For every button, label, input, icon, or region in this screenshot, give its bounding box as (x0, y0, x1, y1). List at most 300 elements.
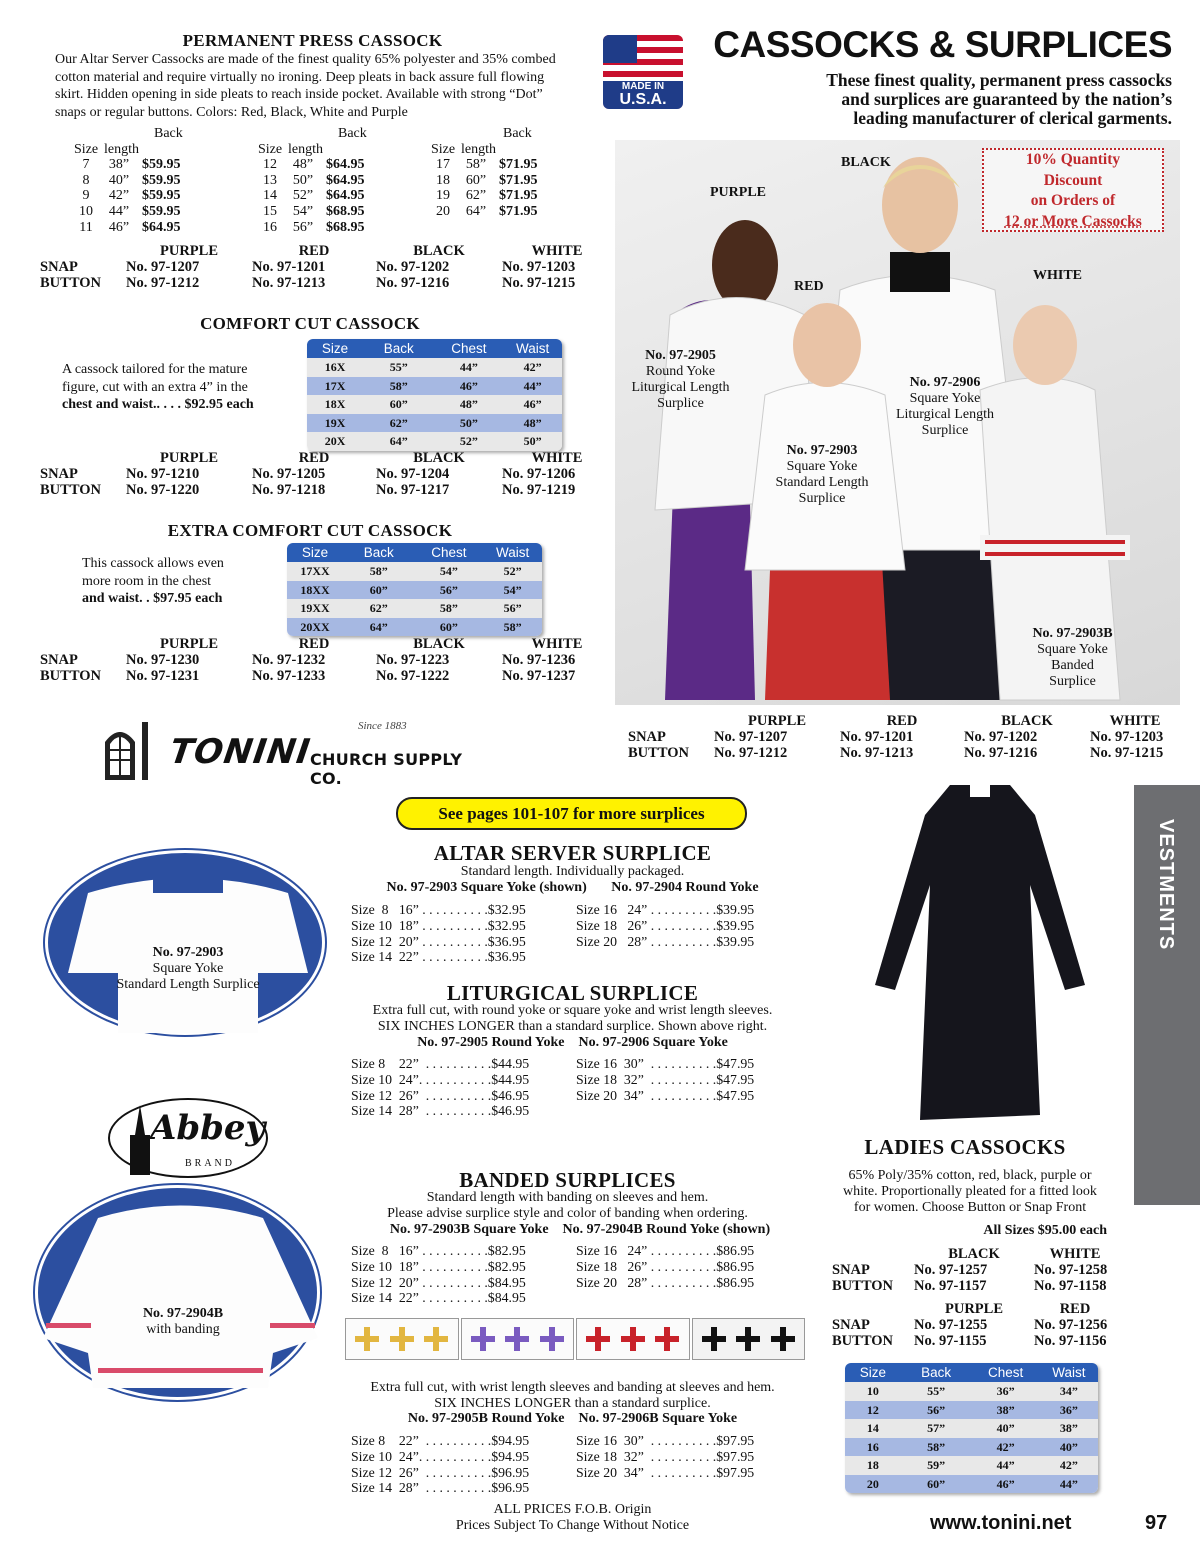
table-row (845, 1382, 1098, 1401)
price-line: Size 18 32” . . . . . . . . . .$97.95 (576, 1448, 755, 1464)
model-line: Surplice (921, 423, 969, 438)
button-code: No. 97-1231 (126, 668, 200, 684)
altar-photo-label (103, 945, 273, 993)
page-title: CASSOCKS & SURPLICES (713, 24, 1172, 65)
color-header: BLACK (1001, 713, 1053, 729)
desc-line: more room in the chest (82, 573, 212, 589)
label-white: WHITE (1033, 268, 1083, 283)
table-cell: 44” (1059, 1476, 1078, 1491)
table-cell: 17X (324, 378, 346, 393)
table-cell: 19X (324, 415, 346, 430)
snap-code: No. 97-1207 (126, 259, 200, 275)
label-2903b (1020, 626, 1125, 690)
table-cell: 12 (866, 1402, 879, 1417)
table-cell: 50” (459, 415, 478, 430)
button-label: BUTTON (40, 275, 101, 291)
length-value: 42” (108, 188, 130, 204)
see-pages-banner[interactable]: See pages 101-107 for more surplices (396, 797, 747, 830)
snap-code: No. 97-1206 (502, 466, 576, 482)
cross-pattern-icon (388, 1325, 416, 1353)
banding-swatch[interactable] (692, 1318, 806, 1360)
permanent-press-desc: Our Altar Server Cassocks are made of the finest quality 65% polyester and 35% combed cotton material and require virtually no ironing. Deep pleats in back assure full flowing skirt. Hidden opening in side pleats to reach inside pocket. Available with strong “Dot” snaps or regular buttons. Colors: Red, Black, White and Purple (55, 52, 556, 120)
price-line: Size 14 22” . . . . . . . . . .$36.95 (351, 949, 526, 965)
sub-line: SIX INCHES LONGER than a standard surplice. (434, 1396, 711, 1411)
pp-order-codes (40, 243, 612, 291)
price-line: Size 18 32” . . . . . . . . . .$47.95 (576, 1071, 755, 1087)
table-cell: 44” (459, 360, 478, 374)
table-cell: 58” (439, 601, 458, 615)
liturgical-sub (350, 1003, 795, 1035)
price-line: Size 12 26” . . . . . . . . . .$46.95 (351, 1087, 530, 1103)
color-header: WHITE (531, 450, 583, 466)
price-value: $71.95 (499, 188, 538, 204)
button-code: No. 97-1155 (914, 1333, 987, 1349)
size-label: Size (257, 141, 283, 157)
discount-badge (982, 148, 1164, 232)
price-line: Size 18 26” . . . . . . . . . .$39.95 (576, 917, 755, 933)
extra-comfort-desc (82, 555, 292, 608)
price-line: Size 14 22” . . . . . . . . . .$84.95 (351, 1290, 526, 1306)
button-code: No. 97-1215 (502, 275, 576, 291)
color-header: BLACK (413, 243, 465, 259)
table-cell: 18 (866, 1458, 879, 1472)
snap-code: No. 97-1256 (1034, 1317, 1108, 1333)
table-cell: 56” (927, 1402, 946, 1417)
sub-line: Extra full cut, with round yoke or square yoke and wrist length sleeves. (372, 1003, 773, 1018)
table-row (287, 581, 542, 600)
button-code: No. 97-1212 (126, 275, 200, 291)
altar-server-sub: Standard length. Individually packaged. (460, 864, 685, 879)
color-header: BLACK (413, 636, 465, 652)
table-cell: 20XX (300, 619, 330, 634)
price-line: Size 8 22” . . . . . . . . . .$94.95 (351, 1433, 530, 1448)
table-cell: 42” (996, 1439, 1015, 1454)
button-label: BUTTON (40, 668, 101, 684)
price-value: $64.95 (326, 172, 365, 188)
price-line: Size 16 24” . . . . . . . . . .$39.95 (576, 902, 755, 917)
table-cell: 46” (996, 1476, 1015, 1491)
button-label: BUTTON (40, 482, 101, 498)
color-header: RED (298, 636, 330, 652)
banded-prices (351, 1243, 801, 1306)
ec-order-codes (40, 636, 612, 684)
length-value: 54” (292, 203, 314, 219)
spacer (551, 188, 559, 204)
price-value: $64.95 (326, 157, 365, 173)
snap-code: No. 97-1255 (914, 1317, 988, 1333)
length-value: 64” (465, 203, 487, 219)
table-cell: 55” (927, 1384, 946, 1398)
color-header: PURPLE (748, 713, 806, 729)
size-value: 15 (263, 203, 277, 219)
button-code: No. 97-1218 (252, 482, 326, 498)
altar-server-photo (45, 850, 325, 1035)
length-value: 60” (465, 172, 487, 188)
model-line: Surplice (657, 396, 704, 411)
table-cell: 58” (369, 564, 388, 578)
label-2905 (623, 348, 738, 412)
table-cell: 14 (866, 1421, 879, 1435)
desc-line: for women. Choose Button or Snap Front (853, 1200, 1087, 1215)
price-line: Size 16 30” . . . . . . . . . .$97.95 (576, 1433, 755, 1448)
column-header: Back (921, 1365, 952, 1380)
fob-note: ALL PRICES F.O.B. Origin (493, 1502, 652, 1517)
snap-label: SNAP (832, 1317, 870, 1333)
model-line: Surplice (1049, 674, 1096, 689)
ladies-cassock-photo (830, 775, 1130, 1130)
table-cell: 50” (523, 434, 542, 448)
snap-code: No. 97-1207 (714, 729, 788, 745)
price-line: Size 8 22” . . . . . . . . . .$44.95 (351, 1056, 530, 1071)
table-row (287, 599, 542, 618)
back-label: Back (338, 126, 367, 141)
banded-sub2 (345, 1380, 800, 1412)
table-cell: 46” (523, 397, 542, 411)
corner-spacer (40, 450, 126, 466)
cc-order-codes (40, 450, 612, 498)
button-code: No. 97-1222 (376, 668, 450, 684)
snap-code: No. 97-1203 (1090, 729, 1164, 745)
table-row (307, 395, 562, 414)
snap-label: SNAP (40, 259, 78, 275)
table-cell: 54” (439, 564, 458, 578)
corner-spacer (832, 1301, 914, 1317)
model-number: No. 97-2903 (786, 443, 858, 458)
table-row (845, 1419, 1098, 1438)
price-line: Size 10 24”. . . . . . . . . . .$94.95 (351, 1448, 530, 1464)
permanent-press-title: PERMANENT PRESS CASSOCK (182, 31, 443, 50)
snap-code: No. 97-1204 (376, 466, 450, 482)
button-code: No. 97-1158 (1034, 1278, 1107, 1294)
model-line: Square Yoke (152, 961, 224, 976)
button-label: BUTTON (628, 745, 689, 761)
website-link[interactable]: www.tonini.net (930, 1512, 1072, 1534)
length-label: length (288, 141, 323, 157)
spacer (194, 220, 202, 236)
table-cell: 10 (866, 1384, 879, 1398)
model-number: No. 97-2903B (1032, 626, 1113, 641)
cross-pattern-icon (619, 1325, 647, 1353)
table-row (307, 432, 562, 451)
color-header: WHITE (531, 636, 583, 652)
price-value: $71.95 (499, 172, 538, 188)
vestments-side-tab[interactable] (1134, 785, 1200, 1205)
table-cell: 56” (503, 601, 522, 615)
table-cell: 42” (1059, 1458, 1078, 1472)
length-value: 62” (465, 188, 487, 204)
button-code: No. 97-1217 (376, 482, 450, 498)
table-row (845, 1401, 1098, 1420)
tonini-name: TONINI (167, 732, 314, 772)
column-header: Waist (1052, 1365, 1086, 1380)
spacer (551, 173, 559, 189)
made-in-label: MADE IN (621, 81, 665, 92)
length-value: 46” (108, 219, 130, 235)
extra-comfort-size-table (287, 543, 542, 636)
column-header: Size (301, 545, 329, 560)
subtitle-line: leading manufacturer of clerical garments. (853, 108, 1172, 128)
color-header: PURPLE (945, 1301, 1003, 1317)
cross-pattern-icon (353, 1325, 381, 1353)
table-cell: 48” (459, 397, 478, 411)
discount-line: Discount (1043, 171, 1103, 189)
color-header: RED (1059, 1301, 1091, 1317)
banded-models2: No. 97-2905B Round Yoke No. 97-2906B Square Yoke (407, 1411, 738, 1426)
pp-size-col-3 (425, 126, 559, 220)
price-line: Size 8 16” . . . . . . . . . .$82.95 (351, 1243, 526, 1258)
label-purple: PURPLE (710, 185, 766, 200)
model-line: Standard Length Surplice (116, 977, 260, 992)
table-cell: 64” (389, 434, 408, 448)
spacer (378, 220, 386, 236)
price-value: $71.95 (499, 203, 538, 219)
price-value: $59.95 (142, 203, 181, 219)
ladies-price: All Sizes $95.00 each (983, 1223, 1107, 1238)
footer-notes (400, 1502, 745, 1534)
table-cell: 62” (369, 601, 388, 615)
spacer (194, 188, 202, 204)
size-value: 9 (82, 188, 90, 204)
price-value: $59.95 (142, 188, 181, 204)
button-label: BUTTON (832, 1333, 893, 1349)
table-cell: 60” (369, 582, 388, 597)
corner-spacer (40, 636, 126, 652)
table-cell: 52” (503, 564, 522, 578)
spacer (378, 173, 386, 189)
snap-label: SNAP (40, 466, 78, 482)
model-line: Surplice (798, 491, 846, 506)
spacer (194, 173, 202, 189)
snap-label: SNAP (40, 652, 78, 668)
table-row (845, 1475, 1098, 1494)
table-cell: 18X (324, 397, 346, 411)
length-value: 44” (108, 203, 130, 219)
extra-comfort-title: EXTRA COMFORT CUT CASSOCK (167, 521, 453, 540)
banded-prices2 (351, 1433, 801, 1496)
table-row (307, 377, 562, 396)
spacer (551, 204, 559, 220)
ladies-title: LADIES CASSOCKS (864, 1135, 1066, 1159)
spacer (194, 157, 202, 173)
size-value: 14 (263, 188, 277, 204)
size-value: 13 (263, 172, 277, 188)
button-label: BUTTON (832, 1278, 893, 1294)
banding-swatch[interactable] (576, 1318, 690, 1360)
desc-line: and waist. . $97.95 each (82, 591, 223, 606)
banding-swatches (345, 1318, 805, 1360)
price-line: Size 12 20” . . . . . . . . . .$36.95 (351, 933, 526, 949)
ladies-cassock-illustration (830, 775, 1130, 1130)
column-header: Chest (451, 341, 487, 356)
color-header: WHITE (531, 243, 583, 259)
tonini-since: Since 1883 (358, 720, 407, 732)
model-line: Liturgical Length (895, 407, 995, 422)
size-value: 16 (263, 219, 277, 235)
size-value: 17 (436, 157, 450, 173)
snap-code: No. 97-1202 (964, 729, 1038, 745)
table-cell: 58” (503, 619, 522, 634)
size-value: 18 (436, 172, 450, 188)
snap-code: No. 97-1230 (126, 652, 200, 668)
price-line: Size 14 28” . . . . . . . . . .$96.95 (351, 1480, 530, 1496)
table-cell: 60” (439, 619, 458, 634)
size-value: 11 (79, 219, 93, 235)
table-cell: 17XX (300, 564, 330, 578)
table-cell: 34” (1059, 1384, 1078, 1398)
spacer (194, 204, 202, 220)
size-value: 7 (82, 157, 90, 173)
banding-swatch[interactable] (461, 1318, 575, 1360)
size-value: 19 (436, 188, 450, 204)
banded-sub (345, 1190, 790, 1222)
corner-spacer (832, 1246, 914, 1262)
button-code: No. 97-1215 (1090, 745, 1164, 761)
model-number: No. 97-2905 (645, 348, 716, 363)
liturgical-title: LITURGICAL SURPLICE (446, 981, 699, 1005)
desc-line: figure, cut with an extra 4” in the (62, 379, 248, 395)
table-cell: 44” (523, 378, 542, 393)
banded-models: No. 97-2903B Square Yoke No. 97-2904B Round Yoke (shown) (389, 1222, 771, 1237)
price-value: $68.95 (326, 203, 365, 219)
comfort-cut-desc (62, 361, 302, 414)
button-code: No. 97-1213 (840, 745, 914, 761)
church-window-icon (100, 720, 160, 782)
desc-line: chest and waist.. . . . $92.95 each (62, 397, 254, 412)
model-line: Standard Length (775, 475, 869, 490)
table-header (307, 339, 562, 358)
table-header (287, 543, 542, 562)
model-number: No. 97-2906 (909, 375, 981, 390)
price-value: $64.95 (326, 188, 365, 204)
discount-line: on Orders of (1030, 192, 1116, 209)
column-header: Size (859, 1365, 886, 1380)
discount-line: 12 or More Cassocks (1004, 212, 1142, 230)
table-row (287, 562, 542, 581)
sub-line: SIX INCHES LONGER than a standard surplice. Shown above right. (377, 1019, 768, 1034)
button-code: No. 97-1216 (964, 745, 1038, 761)
abbey-name: Abbey (150, 1108, 266, 1148)
table-cell: 60” (389, 397, 408, 411)
pp-size-col-1 (68, 126, 202, 235)
snap-code: No. 97-1232 (252, 652, 326, 668)
color-header: PURPLE (160, 243, 218, 259)
price-line: Size 16 24” . . . . . . . . . .$86.95 (576, 1243, 755, 1258)
price-line: Size 20 28” . . . . . . . . . .$86.95 (576, 1274, 755, 1290)
label-red: RED (794, 279, 824, 294)
table-cell: 54” (503, 582, 522, 597)
size-value: 10 (79, 203, 93, 219)
table-row (845, 1456, 1098, 1475)
snap-label: SNAP (832, 1262, 870, 1278)
desc-line: A cassock tailored for the mature (62, 362, 248, 377)
column-header: Waist (516, 341, 550, 356)
price-line: Size 16 30” . . . . . . . . . .$47.95 (576, 1056, 755, 1071)
button-code: No. 97-1237 (502, 668, 576, 684)
label-black: BLACK (841, 155, 891, 170)
corner-spacer (40, 243, 126, 259)
table-row (287, 618, 542, 637)
price-value: $64.95 (142, 219, 181, 235)
cross-pattern-icon (653, 1325, 681, 1353)
table-cell: 18XX (300, 582, 330, 597)
button-code: No. 97-1233 (252, 668, 326, 684)
liturgical-prices (351, 1056, 801, 1119)
table-cell: 36” (996, 1384, 1015, 1398)
price-line: Size 10 18” . . . . . . . . . .$82.95 (351, 1258, 526, 1274)
size-label: Size (73, 141, 99, 157)
cross-pattern-icon (538, 1325, 566, 1353)
column-header: Size (321, 341, 349, 356)
cross-pattern-icon (422, 1325, 450, 1353)
table-cell: 48” (523, 415, 542, 430)
photo-order-codes (628, 713, 1180, 761)
spacer (551, 157, 559, 173)
sub-line: Extra full cut, with wrist length sleeves and banding at sleeves and hem. (370, 1380, 775, 1395)
snap-label: SNAP (628, 729, 666, 745)
price-line: Size 10 18” . . . . . . . . . .$32.95 (351, 917, 526, 933)
table-cell: 16X (324, 360, 346, 374)
table-cell: 16 (866, 1439, 879, 1454)
ladies-codes-2 (832, 1301, 1116, 1349)
page-subtitle (700, 71, 1172, 128)
table-cell: 57” (927, 1421, 946, 1435)
banding-swatch[interactable] (345, 1318, 459, 1360)
sub-line: Standard length with banding on sleeves and hem. (426, 1190, 709, 1205)
length-value: 40” (108, 172, 130, 188)
snap-code: No. 97-1258 (1034, 1262, 1108, 1278)
spacer (378, 204, 386, 220)
price-line: Size 20 34” . . . . . . . . . .$97.95 (576, 1464, 755, 1480)
color-header: RED (298, 450, 330, 466)
button-code: No. 97-1157 (914, 1278, 987, 1294)
table-cell: 38” (996, 1402, 1015, 1417)
comfort-cut-title: COMFORT CUT CASSOCK (200, 314, 420, 333)
table-cell: 56” (439, 582, 458, 597)
table-cell: 58” (389, 378, 408, 393)
price-line: Size 18 26” . . . . . . . . . .$86.95 (576, 1258, 755, 1274)
abbey-brand: BRAND (185, 1158, 236, 1169)
button-code: No. 97-1156 (1034, 1333, 1107, 1349)
model-number: No. 97-2903 (152, 945, 224, 960)
spacer (378, 188, 386, 204)
model-line: Square Yoke (786, 459, 858, 474)
color-header: PURPLE (160, 450, 218, 466)
snap-code: No. 97-1205 (252, 466, 326, 482)
altar-server-prices (351, 902, 801, 965)
button-code: No. 97-1212 (714, 745, 788, 761)
liturgical-models: No. 97-2905 Round Yoke No. 97-2906 Square Yoke (417, 1035, 728, 1050)
side-tab-label: VESTMENTS (1155, 819, 1177, 951)
made-in-usa-flag (603, 35, 683, 109)
abbey-logo (108, 1098, 268, 1178)
length-value: 58” (465, 157, 487, 173)
table-cell: 38” (1059, 1421, 1078, 1435)
color-header: BLACK (413, 450, 465, 466)
altar-server-title: ALTAR SERVER SURPLICE (433, 841, 712, 865)
snap-code: No. 97-1201 (252, 259, 326, 275)
label-2903 (763, 443, 881, 507)
length-value: 48” (292, 157, 314, 173)
column-header: Back (383, 341, 414, 356)
subtitle-line: These finest quality, permanent press cassocks (826, 70, 1172, 90)
column-header: Chest (431, 545, 467, 560)
snap-code: No. 97-1202 (376, 259, 450, 275)
pp-size-col-2 (252, 126, 386, 235)
size-value: 12 (263, 157, 277, 173)
tonini-logo (100, 720, 485, 788)
table-cell: 52” (459, 434, 478, 448)
banded-photo-label (123, 1306, 243, 1338)
